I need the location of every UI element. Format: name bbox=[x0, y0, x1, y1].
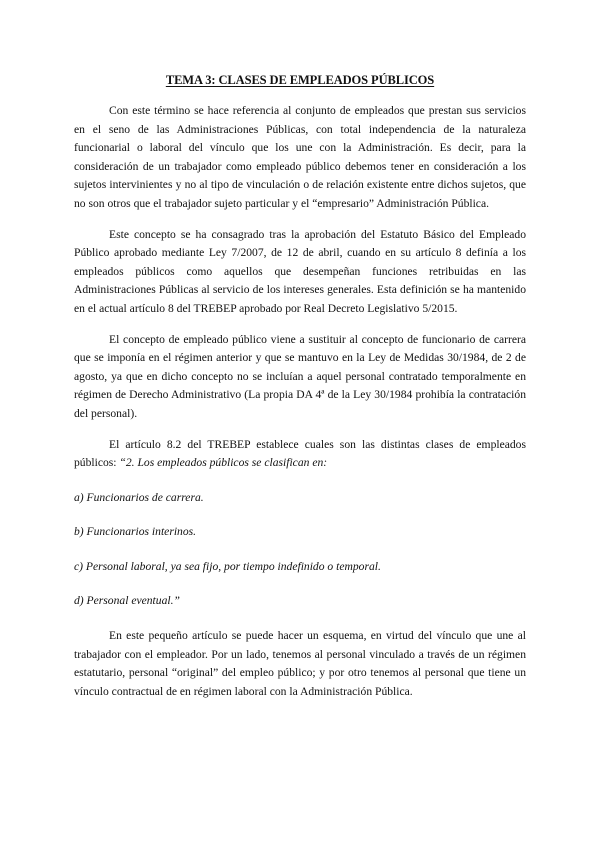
list-item-c: c) Personal laboral, ya sea fijo, por tiempo indefinido o temporal. bbox=[74, 559, 381, 573]
list-item-a: a) Funcionarios de carrera. bbox=[74, 490, 204, 504]
paragraph-closing: En este pequeño artículo se puede hacer un esquema, en virtud del vínculo que une al trabajador con el empleador. Por un lado, tenemos al personal vinculado a través de un régimen estatutario, personal “original” del empleo público; y por otro tenemos al personal que tiene un vínculo contractual de en régimen laboral con la Administración Pública. bbox=[74, 629, 526, 698]
article-quote-text: “2. Los empleados públicos se clasifican en: bbox=[119, 456, 328, 470]
paragraph-definition: Con este término se hace referencia al conjunto de empleados que prestan sus servicios en el seno de las Administraciones Públicas, con total independencia de la naturaleza funcionarial o laboral del vínculo que los une con la Administración. Es decir, para la consideración de un trabajador como empleado público debemos tener en consideración a los sujetos intervinientes y no al tipo de vinculación o de relación existente entre dichos sujetos, que no son otros que el trabajador sujeto particular y el “empresario” Administración Pública. bbox=[74, 104, 526, 210]
paragraph-concept-origin: Este concepto se ha consagrado tras la aprobación del Estatuto Básico del Empleado Público aprobado mediante Ley 7/2007, de 12 de abril, cuando en su artículo 8 definía a los empleados públicos como aquellos que desempeñan funciones retribuidas en las Administraciones Públicas al servicio de los intereses generales. Esta definición se ha mantenido en el actual artículo 8 del TREBEP aprobado por Real Decreto Legislativo 5/2015. bbox=[74, 227, 526, 315]
document-body bbox=[74, 102, 526, 713]
list-item-b: b) Funcionarios interinos. bbox=[74, 525, 197, 539]
paragraph-article-intro bbox=[74, 436, 526, 473]
paragraph-concept-replacement: El concepto de empleado público viene a sustituir al concepto de funcionario de carrera que se imponía en el régimen anterior y que se mantuvo en la Ley de Medidas 30/1984, de 2 de agosto, ya que en dicho concepto no se incluían a aquel personal contratado temporalmente en régimen de Derecho Administrativo (La propia DA 4ª de la Ley 30/1984 prohibía la contratación del personal). bbox=[74, 332, 526, 420]
article-intro-text: El artículo 8.2 del TREBEP establece cuales son las distintas clases de empleados públicos: bbox=[74, 437, 526, 470]
page-title: TEMA 3: CLASES DE EMPLEADOS PÚBLICOS bbox=[165, 73, 435, 87]
list-item-d: d) Personal eventual.” bbox=[74, 594, 180, 608]
